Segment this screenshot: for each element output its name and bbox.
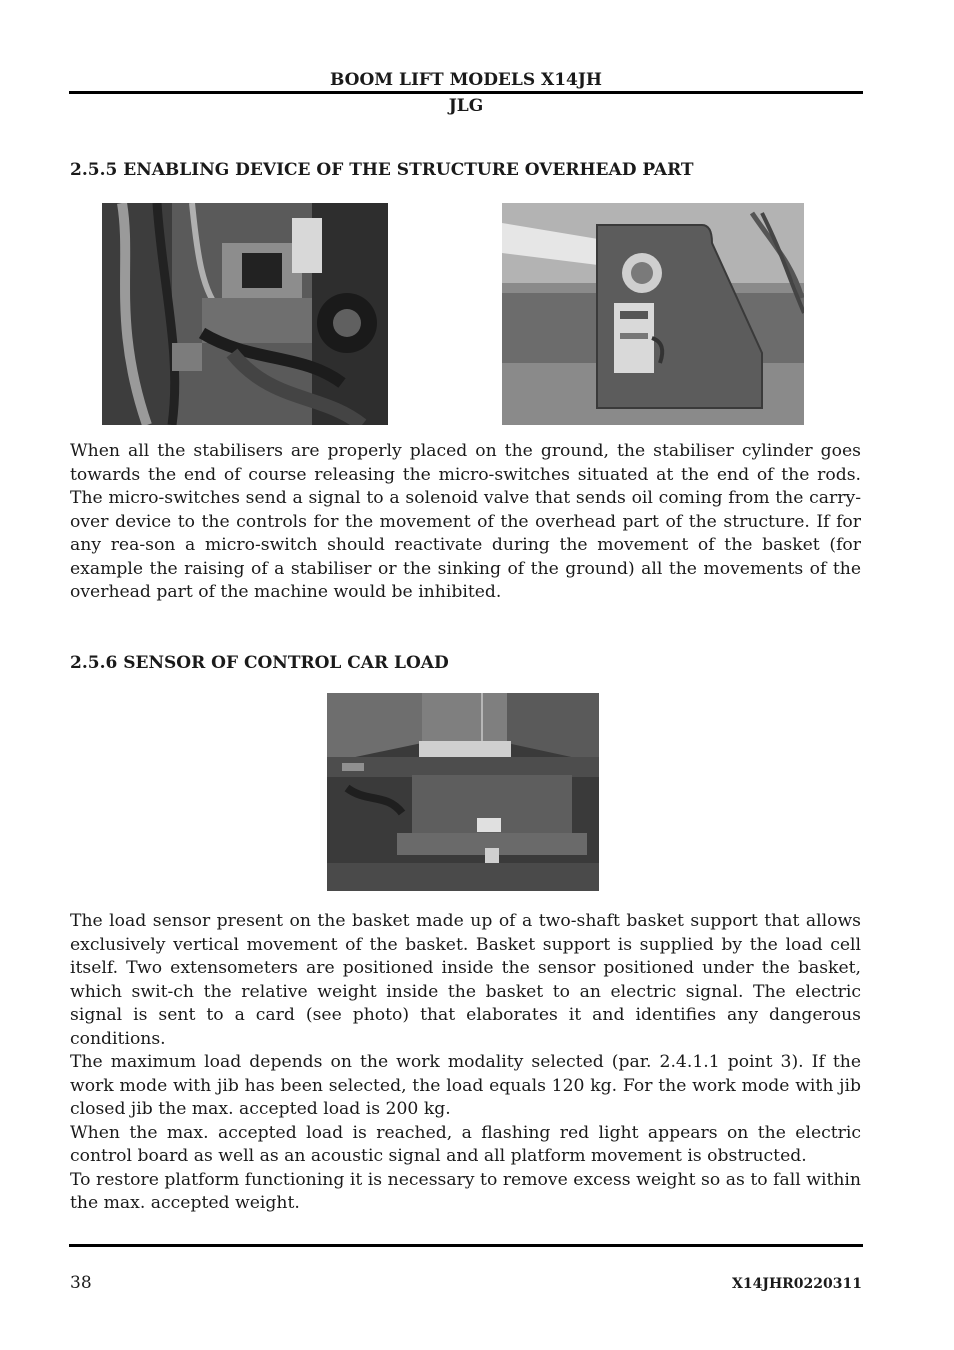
document-title: BOOM LIFT MODELS X14JH <box>329 70 602 90</box>
paragraph-load-sensor-description: The load sensor present on the basket made up of a two-shaft basket support that allows exclusively vertical movement of the basket. Basket support is supplied by the load cell itself. Two extensometers are positioned inside the sensor positioned under the basket, which swit-ch the relative weight inside the basket to an electric signal. The electric signal is sent to a card (see photo) that elaborates it and identifies any dangerous conditions. <box>70 911 861 1049</box>
photo-solenoid-valve <box>102 203 388 425</box>
paragraph-maximum-load: The maximum load depends on the work modality selected (par. 2.4.1.1 point 3). If the work mode with jib has been selected, the load equals 120 kg. For the work mode with jib closed jib the max. accepted load is 200 kg. <box>70 1052 861 1119</box>
paragraph-overload-alarm: When the max. accepted load is reached, a flashing red light appears on the electric control board as well as an acoustic signal and all platform movement is obstructed. <box>70 1122 861 1166</box>
paragraph-restore-function: To restore platform functioning it is necessary to remove excess weight so as to fall within the max. accepted weight. <box>70 1169 861 1213</box>
brand-name: JLG <box>448 96 484 116</box>
photo-micro-switch <box>502 203 804 425</box>
photo-load-sensor <box>327 693 599 891</box>
document-code: X14JHR0220311 <box>731 1276 862 1292</box>
paragraph-enabling-device: When all the stabilisers are properly placed on the ground, the stabiliser cylinder goes towards the end of course releasing the micro-switches situated at the end of the rods. The micro-switches send a signal to a solenoid valve that sends oil coming from the carry-over device to the controls for the movement of the overhead part of the structure. If for any rea-son a micro-switch should reactivate during the movement of the basket (for example the raising of a stabiliser or the sinking of the ground) all the movements of the overhead part of the machine would be inhibited. <box>70 441 861 602</box>
load-sensor-text <box>70 910 861 1216</box>
footer-rule <box>69 1244 863 1247</box>
section-heading-load-sensor: 2.5.6 SENSOR OF CONTROL CAR LOAD <box>70 653 449 673</box>
section-heading-enabling-device: 2.5.5 ENABLING DEVICE OF THE STRUCTURE OVERHEAD PART <box>70 160 694 180</box>
header-rule <box>69 91 863 94</box>
page-number: 38 <box>70 1273 92 1293</box>
